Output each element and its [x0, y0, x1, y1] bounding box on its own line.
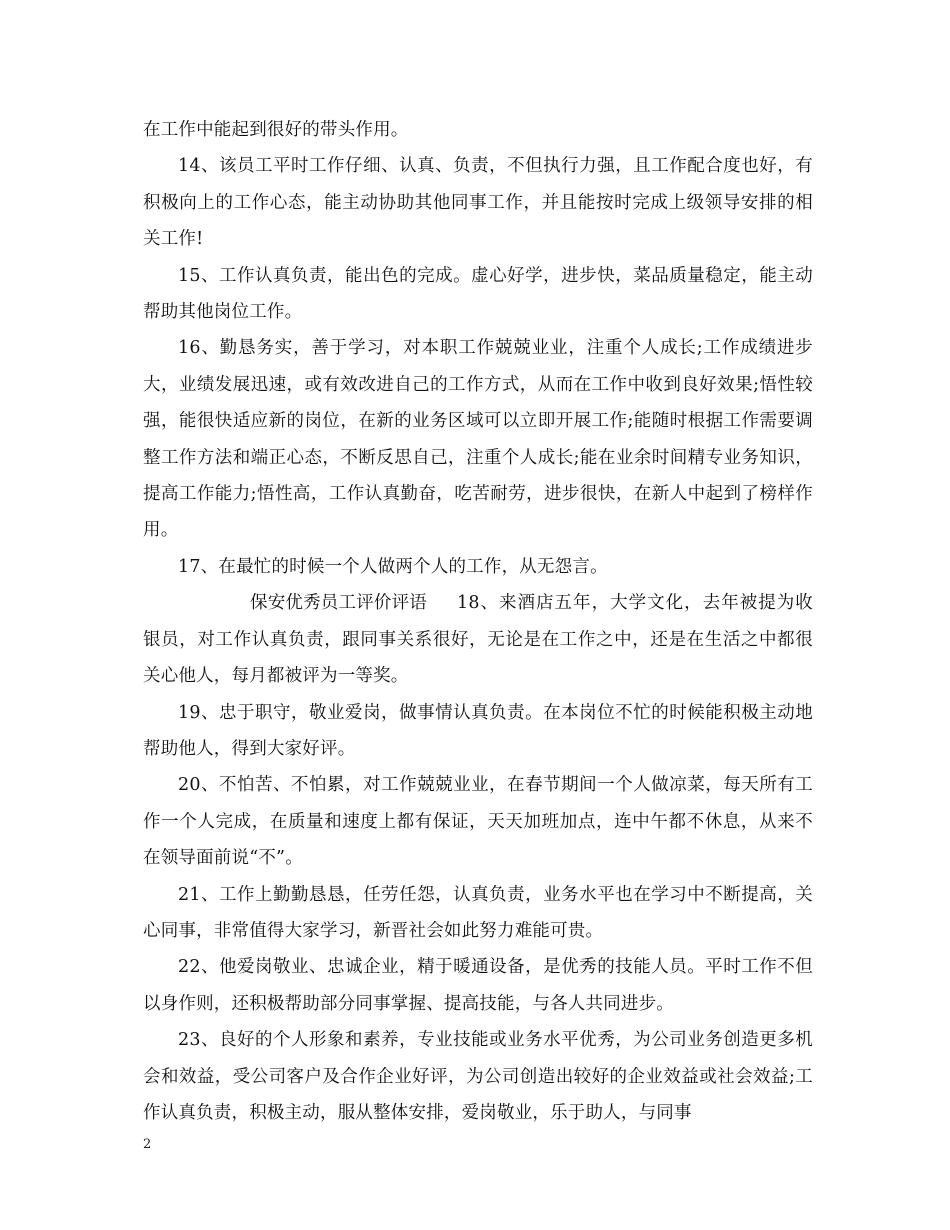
document-body — [143, 112, 813, 1131]
paragraph-14: 14、该员工平时工作仔细、认真、负责，不但执行力强，且工作配合度也好，有积极向上的工作心态，能主动协助其他同事工作，并且能按时完成上级领导安排的相关工作! — [143, 156, 813, 250]
inline-title: 保安优秀员工评价评语 — [250, 593, 427, 614]
paragraph-17: 17、在最忙的时候一个人做两个人的工作，从无怨言。 — [178, 556, 608, 577]
paragraph-18-with-title — [143, 585, 813, 694]
paragraph-21: 21、工作上勤勤恳恳，任劳任怨，认真负责，业务水平也在学习中不断提高，关心同事，非常值得大家学习，新晋社会如此努力难能可贵。 — [143, 884, 813, 941]
paragraph-22: 22、他爱岗敬业、忠诚企业，精于暖通设备，是优秀的技能人员。平时工作不但以身作则，还积极帮助部分同事掌握、提高技能，与各人共同进步。 — [143, 957, 813, 1014]
page-number: 2 — [143, 1137, 152, 1152]
paragraph-continuation: 在工作中能起到很好的带头作用。 — [143, 120, 409, 140]
paragraph-18: 18、来酒店五年，大学文化，去年被提为收银员，对工作认真负责，跟同事关系很好，无论是在工作之中，还是在生活之中都很关心他人，每月都被评为一等奖。 — [143, 593, 813, 687]
paragraph-15: 15、工作认真负责，能出色的完成。虚心好学，进步快，菜品质量稳定，能主动帮助其他岗位工作。 — [143, 265, 813, 323]
paragraph-19: 19、忠于职守，敬业爱岗，做事情认真负责。在本岗位不忙的时候能积极主动地帮助他人，得到大家好评。 — [143, 702, 813, 759]
paragraph-20: 20、不怕苦、不怕累，对工作兢兢业业，在春节期间一个人做凉菜，每天所有工作一个人完成，在质量和速度上都有保证，天天加班加点，连中午都不休息，从来不在领导面前说“不”。 — [143, 775, 813, 869]
paragraph-16: 16、勤恳务实，善于学习，对本职工作兢兢业业，注重个人成长;工作成绩进步大，业绩发展迅速，或有效改进自己的工作方式，从而在工作中收到良好效果;悟性较强，能很快适应新的岗位，在新的业务区域可以立即开展工作;能随时根据工作需要调整工作方法和端正心态，不断反思自己，注重个人成长;能在业余时间精专业务知识，提高工作能力;悟性高，工作认真勤奋，吃苦耐劳，进步很快，在新人中起到了榜样作用。 — [143, 338, 813, 541]
paragraph-23: 23、良好的个人形象和素养，专业技能或业务水平优秀，为公司业务创造更多机会和效益，受公司客户及合作企业好评，为公司创造出较好的企业效益或社会效益;工作认真负责，积极主动，服从整体安排，爱岗敬业，乐于助人，与同事 — [143, 1030, 813, 1123]
